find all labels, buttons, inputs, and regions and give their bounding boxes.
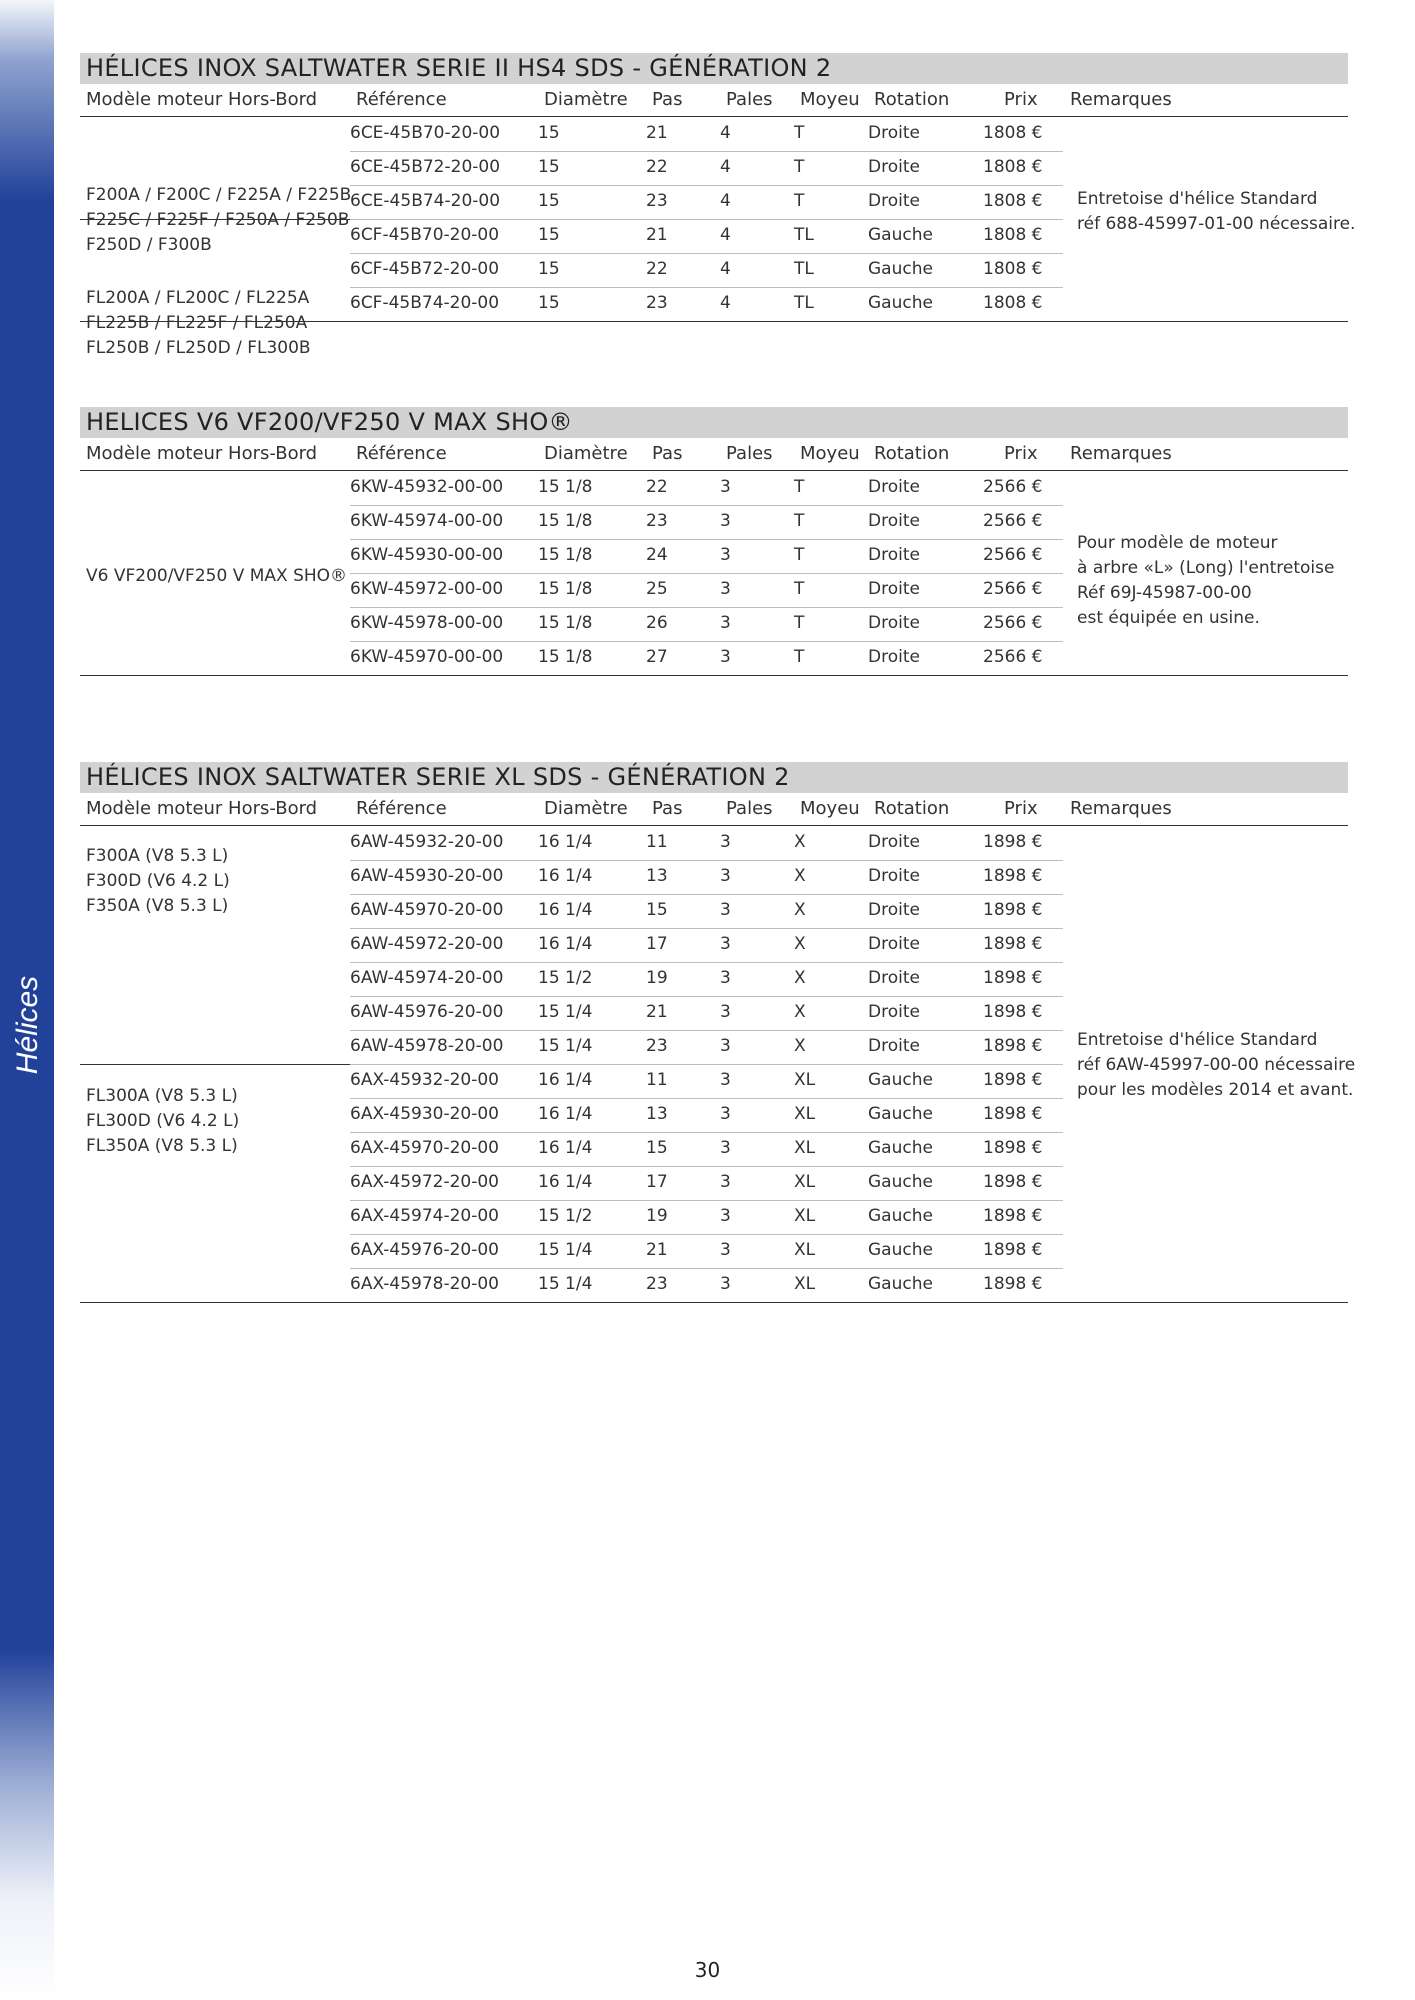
cell-pitch: 22 bbox=[646, 259, 668, 279]
cell-blades: 3 bbox=[720, 900, 731, 920]
cell-rotation: Droite bbox=[868, 191, 920, 211]
cell-blades: 3 bbox=[720, 1104, 731, 1124]
cell-blades: 4 bbox=[720, 157, 731, 177]
table-header bbox=[80, 793, 1348, 826]
hdr-model: Modèle moteur Hors-Bord bbox=[86, 443, 318, 464]
cell-rotation: Droite bbox=[868, 866, 920, 886]
hdr-remarks: Remarques bbox=[1070, 443, 1172, 464]
table-row bbox=[350, 1234, 1063, 1269]
cell-price: 2566 € bbox=[983, 613, 1043, 633]
cell-rotation: Droite bbox=[868, 968, 920, 988]
cell-hub: X bbox=[794, 1002, 806, 1022]
hdr-rotation: Rotation bbox=[874, 89, 950, 110]
engine-model-line: F200A / F200C / F225A / F225B bbox=[86, 185, 352, 205]
cell-pitch: 26 bbox=[646, 613, 668, 633]
cell-rotation: Gauche bbox=[868, 1274, 933, 1294]
cell-pitch: 11 bbox=[646, 832, 668, 852]
engine-model-group bbox=[80, 286, 350, 361]
cell-rotation: Droite bbox=[868, 545, 920, 565]
engine-model-line: F250D / F300B bbox=[86, 235, 212, 255]
cell-hub: XL bbox=[794, 1206, 816, 1226]
cell-diameter: 15 1/8 bbox=[538, 511, 593, 531]
cell-price: 2566 € bbox=[983, 579, 1043, 599]
cell-blades: 4 bbox=[720, 225, 731, 245]
cell-diameter: 16 1/4 bbox=[538, 866, 593, 886]
cell-reference: 6KW-45930-00-00 bbox=[350, 545, 504, 565]
cell-rotation: Gauche bbox=[868, 225, 933, 245]
table-row bbox=[350, 641, 1063, 675]
cell-pitch: 23 bbox=[646, 1036, 668, 1056]
table-row bbox=[350, 573, 1063, 608]
engine-model-line: V6 VF200/VF250 V MAX SHO® bbox=[86, 566, 348, 586]
cell-pitch: 19 bbox=[646, 968, 668, 988]
cell-pitch: 21 bbox=[646, 1240, 668, 1260]
section-2 bbox=[80, 407, 1348, 676]
cell-hub: XL bbox=[794, 1274, 816, 1294]
cell-price: 1898 € bbox=[983, 1070, 1043, 1090]
section-title: HÉLICES INOX SALTWATER SERIE II HS4 SDS - GÉNÉRATION 2 bbox=[80, 53, 1348, 84]
cell-pitch: 15 bbox=[646, 1138, 668, 1158]
side-tab-label: Hélices bbox=[11, 975, 44, 1075]
hdr-hub: Moyeu bbox=[800, 89, 860, 110]
cell-blades: 4 bbox=[720, 191, 731, 211]
cell-blades: 4 bbox=[720, 123, 731, 143]
remark-line: réf 6AW-45997-00-00 nécessaire bbox=[1077, 1055, 1356, 1075]
engine-model-line: F300D (V6 4.2 L) bbox=[86, 871, 230, 891]
cell-reference: 6KW-45972-00-00 bbox=[350, 579, 504, 599]
cell-rotation: Gauche bbox=[868, 1206, 933, 1226]
table-header bbox=[80, 438, 1348, 471]
cell-diameter: 15 1/4 bbox=[538, 1002, 593, 1022]
cell-pitch: 21 bbox=[646, 123, 668, 143]
cell-blades: 3 bbox=[720, 1240, 731, 1260]
cell-reference: 6CF-45B70-20-00 bbox=[350, 225, 500, 245]
hdr-model: Modèle moteur Hors-Bord bbox=[86, 798, 318, 819]
cell-diameter: 15 bbox=[538, 293, 560, 313]
table-header bbox=[80, 84, 1348, 117]
cell-rotation: Gauche bbox=[868, 259, 933, 279]
remarks bbox=[1077, 1028, 1355, 1103]
table-row bbox=[350, 607, 1063, 642]
cell-diameter: 15 bbox=[538, 157, 560, 177]
table-row bbox=[350, 1064, 1063, 1099]
cell-blades: 3 bbox=[720, 866, 731, 886]
cell-diameter: 15 1/4 bbox=[538, 1240, 593, 1260]
table-row bbox=[350, 996, 1063, 1031]
cell-reference: 6AW-45978-20-00 bbox=[350, 1036, 504, 1056]
engine-model-line: F350A (V8 5.3 L) bbox=[86, 896, 229, 916]
table-row bbox=[350, 1030, 1063, 1065]
cell-reference: 6AW-45976-20-00 bbox=[350, 1002, 504, 1022]
cell-diameter: 16 1/4 bbox=[538, 832, 593, 852]
engine-model-group bbox=[80, 1084, 350, 1159]
hdr-reference: Référence bbox=[356, 443, 447, 464]
cell-price: 1898 € bbox=[983, 1104, 1043, 1124]
cell-diameter: 15 1/8 bbox=[538, 477, 593, 497]
cell-hub: X bbox=[794, 832, 806, 852]
cell-diameter: 15 1/4 bbox=[538, 1036, 593, 1056]
cell-diameter: 15 bbox=[538, 123, 560, 143]
hdr-price: Prix bbox=[1004, 89, 1038, 110]
cell-hub: T bbox=[794, 647, 805, 667]
table-row bbox=[350, 1166, 1063, 1201]
engine-model-group bbox=[80, 564, 350, 589]
cell-hub: T bbox=[794, 579, 805, 599]
cell-rotation: Droite bbox=[868, 123, 920, 143]
cell-diameter: 15 bbox=[538, 259, 560, 279]
cell-pitch: 25 bbox=[646, 579, 668, 599]
cell-rotation: Droite bbox=[868, 832, 920, 852]
cell-pitch: 27 bbox=[646, 647, 668, 667]
cell-price: 1898 € bbox=[983, 1206, 1043, 1226]
engine-model-line: FL350A (V8 5.3 L) bbox=[86, 1136, 238, 1156]
hdr-pitch: Pas bbox=[652, 89, 683, 110]
cell-rotation: Droite bbox=[868, 1002, 920, 1022]
cell-hub: X bbox=[794, 934, 806, 954]
cell-hub: TL bbox=[794, 259, 814, 279]
table-body bbox=[80, 117, 1356, 358]
engine-model-line: FL200A / FL200C / FL225A bbox=[86, 288, 310, 308]
cell-diameter: 15 bbox=[538, 191, 560, 211]
cell-hub: X bbox=[794, 1036, 806, 1056]
page-number: 30 bbox=[694, 1958, 721, 1982]
remark-line: est équipée en usine. bbox=[1077, 608, 1260, 628]
cell-price: 1898 € bbox=[983, 832, 1043, 852]
cell-price: 1808 € bbox=[983, 225, 1043, 245]
cell-blades: 3 bbox=[720, 1036, 731, 1056]
cell-pitch: 17 bbox=[646, 1172, 668, 1192]
cell-hub: T bbox=[794, 613, 805, 633]
cell-pitch: 22 bbox=[646, 157, 668, 177]
cell-price: 2566 € bbox=[983, 545, 1043, 565]
cell-blades: 3 bbox=[720, 968, 731, 988]
cell-price: 1898 € bbox=[983, 866, 1043, 886]
cell-reference: 6AW-45974-20-00 bbox=[350, 968, 504, 988]
table-row bbox=[350, 1132, 1063, 1167]
table-body bbox=[80, 826, 1356, 1303]
cell-rotation: Droite bbox=[868, 477, 920, 497]
cell-diameter: 16 1/4 bbox=[538, 900, 593, 920]
hdr-model: Modèle moteur Hors-Bord bbox=[86, 89, 318, 110]
hdr-diameter: Diamètre bbox=[544, 798, 628, 819]
hdr-rotation: Rotation bbox=[874, 443, 950, 464]
cell-reference: 6CE-45B70-20-00 bbox=[350, 123, 501, 143]
cell-hub: T bbox=[794, 123, 805, 143]
cell-reference: 6KW-45978-00-00 bbox=[350, 613, 504, 633]
cell-rotation: Droite bbox=[868, 647, 920, 667]
remark-line: à arbre «L» (Long) l'entretoise bbox=[1077, 558, 1335, 578]
cell-pitch: 22 bbox=[646, 477, 668, 497]
cell-rotation: Gauche bbox=[868, 1104, 933, 1124]
cell-pitch: 21 bbox=[646, 1002, 668, 1022]
table-row bbox=[350, 860, 1063, 895]
cell-rotation: Gauche bbox=[868, 1070, 933, 1090]
table-row bbox=[350, 505, 1063, 540]
cell-pitch: 19 bbox=[646, 1206, 668, 1226]
cell-hub: T bbox=[794, 545, 805, 565]
cell-reference: 6AW-45972-20-00 bbox=[350, 934, 504, 954]
table-row bbox=[350, 471, 1063, 506]
cell-price: 1808 € bbox=[983, 157, 1043, 177]
cell-hub: XL bbox=[794, 1138, 816, 1158]
cell-diameter: 15 bbox=[538, 225, 560, 245]
cell-rotation: Droite bbox=[868, 511, 920, 531]
cell-pitch: 23 bbox=[646, 511, 668, 531]
cell-diameter: 16 1/4 bbox=[538, 934, 593, 954]
cell-pitch: 23 bbox=[646, 293, 668, 313]
cell-pitch: 13 bbox=[646, 866, 668, 886]
engine-model-line: FL300A (V8 5.3 L) bbox=[86, 1086, 238, 1106]
cell-blades: 3 bbox=[720, 647, 731, 667]
cell-hub: XL bbox=[794, 1240, 816, 1260]
table-row bbox=[350, 185, 1063, 220]
cell-price: 1898 € bbox=[983, 900, 1043, 920]
cell-blades: 4 bbox=[720, 259, 731, 279]
cell-price: 1898 € bbox=[983, 1002, 1043, 1022]
table-row bbox=[350, 962, 1063, 997]
cell-diameter: 15 1/8 bbox=[538, 613, 593, 633]
cell-price: 1898 € bbox=[983, 1036, 1043, 1056]
cell-reference: 6CF-45B74-20-00 bbox=[350, 293, 500, 313]
cell-diameter: 16 1/4 bbox=[538, 1104, 593, 1124]
cell-reference: 6AX-45970-20-00 bbox=[350, 1138, 499, 1158]
remark-line: Réf 69J-45987-00-00 bbox=[1077, 583, 1252, 603]
cell-hub: XL bbox=[794, 1172, 816, 1192]
cell-rotation: Droite bbox=[868, 1036, 920, 1056]
cell-reference: 6AX-45978-20-00 bbox=[350, 1274, 499, 1294]
cell-rotation: Droite bbox=[868, 934, 920, 954]
hdr-pitch: Pas bbox=[652, 443, 683, 464]
table-row bbox=[350, 1200, 1063, 1235]
cell-blades: 3 bbox=[720, 1138, 731, 1158]
cell-hub: T bbox=[794, 191, 805, 211]
cell-diameter: 15 1/8 bbox=[538, 579, 593, 599]
cell-reference: 6AX-45974-20-00 bbox=[350, 1206, 499, 1226]
cell-rotation: Droite bbox=[868, 157, 920, 177]
engine-model-line: FL250B / FL250D / FL300B bbox=[86, 338, 311, 358]
cell-hub: X bbox=[794, 900, 806, 920]
hdr-blades: Pales bbox=[726, 89, 773, 110]
hdr-remarks: Remarques bbox=[1070, 798, 1172, 819]
engine-model-group bbox=[80, 844, 350, 919]
cell-rotation: Gauche bbox=[868, 293, 933, 313]
hdr-price: Prix bbox=[1004, 443, 1038, 464]
cell-blades: 3 bbox=[720, 545, 731, 565]
cell-price: 2566 € bbox=[983, 511, 1043, 531]
cell-diameter: 15 1/2 bbox=[538, 968, 593, 988]
hdr-hub: Moyeu bbox=[800, 443, 860, 464]
remark-line: Entretoise d'hélice Standard bbox=[1077, 189, 1318, 209]
remarks bbox=[1077, 531, 1334, 631]
cell-rotation: Droite bbox=[868, 613, 920, 633]
table-row bbox=[350, 117, 1063, 152]
cell-hub: T bbox=[794, 511, 805, 531]
cell-price: 1898 € bbox=[983, 1172, 1043, 1192]
cell-rotation: Gauche bbox=[868, 1172, 933, 1192]
cell-rotation: Droite bbox=[868, 579, 920, 599]
cell-reference: 6KW-45974-00-00 bbox=[350, 511, 504, 531]
remarks bbox=[1077, 187, 1355, 237]
cell-price: 1898 € bbox=[983, 934, 1043, 954]
cell-blades: 3 bbox=[720, 1206, 731, 1226]
engine-model-line: F300A (V8 5.3 L) bbox=[86, 846, 229, 866]
cell-reference: 6AW-45930-20-00 bbox=[350, 866, 504, 886]
cell-blades: 3 bbox=[720, 934, 731, 954]
cell-blades: 3 bbox=[720, 477, 731, 497]
table-row bbox=[350, 253, 1063, 288]
cell-price: 1898 € bbox=[983, 1240, 1043, 1260]
cell-reference: 6AW-45932-20-00 bbox=[350, 832, 504, 852]
remark-line: pour les modèles 2014 et avant. bbox=[1077, 1080, 1354, 1100]
cell-reference: 6KW-45970-00-00 bbox=[350, 647, 504, 667]
hdr-blades: Pales bbox=[726, 443, 773, 464]
cell-reference: 6KW-45932-00-00 bbox=[350, 477, 504, 497]
hdr-reference: Référence bbox=[356, 798, 447, 819]
cell-reference: 6CE-45B72-20-00 bbox=[350, 157, 501, 177]
hdr-pitch: Pas bbox=[652, 798, 683, 819]
hdr-reference: Référence bbox=[356, 89, 447, 110]
cell-blades: 4 bbox=[720, 293, 731, 313]
cell-diameter: 15 1/2 bbox=[538, 1206, 593, 1226]
cell-rotation: Gauche bbox=[868, 1138, 933, 1158]
side-bar bbox=[0, 0, 54, 2000]
table-row bbox=[350, 1098, 1063, 1133]
group-divider bbox=[80, 219, 350, 220]
section-title: HÉLICES INOX SALTWATER SERIE XL SDS - GÉNÉRATION 2 bbox=[80, 762, 1348, 793]
cell-pitch: 23 bbox=[646, 1274, 668, 1294]
engine-model-line: FL300D (V6 4.2 L) bbox=[86, 1111, 240, 1131]
cell-rotation: Gauche bbox=[868, 1240, 933, 1260]
cell-pitch: 24 bbox=[646, 545, 668, 565]
table-row bbox=[350, 539, 1063, 574]
engine-model-group bbox=[80, 183, 350, 258]
hdr-diameter: Diamètre bbox=[544, 89, 628, 110]
section-1 bbox=[80, 53, 1356, 358]
cell-price: 1808 € bbox=[983, 259, 1043, 279]
cell-pitch: 11 bbox=[646, 1070, 668, 1090]
cell-reference: 6AX-45976-20-00 bbox=[350, 1240, 499, 1260]
cell-reference: 6CF-45B72-20-00 bbox=[350, 259, 500, 279]
cell-price: 2566 € bbox=[983, 477, 1043, 497]
hdr-hub: Moyeu bbox=[800, 798, 860, 819]
table-row bbox=[350, 151, 1063, 186]
cell-diameter: 16 1/4 bbox=[538, 1138, 593, 1158]
engine-model-line: F225C / F225F / F250A / F250B bbox=[86, 210, 350, 230]
cell-reference: 6AX-45932-20-00 bbox=[350, 1070, 499, 1090]
cell-diameter: 15 1/4 bbox=[538, 1274, 593, 1294]
engine-model-line: FL225B / FL225F / FL250A bbox=[86, 313, 308, 333]
cell-hub: T bbox=[794, 477, 805, 497]
cell-diameter: 15 1/8 bbox=[538, 647, 593, 667]
hdr-remarks: Remarques bbox=[1070, 89, 1172, 110]
cell-price: 1808 € bbox=[983, 123, 1043, 143]
cell-price: 2566 € bbox=[983, 647, 1043, 667]
cell-reference: 6AW-45970-20-00 bbox=[350, 900, 504, 920]
cell-hub: XL bbox=[794, 1104, 816, 1124]
cell-price: 1898 € bbox=[983, 1138, 1043, 1158]
table-row bbox=[350, 894, 1063, 929]
section-3 bbox=[80, 762, 1356, 1303]
cell-blades: 3 bbox=[720, 511, 731, 531]
cell-blades: 3 bbox=[720, 579, 731, 599]
cell-hub: T bbox=[794, 157, 805, 177]
cell-blades: 3 bbox=[720, 1070, 731, 1090]
table-row bbox=[350, 826, 1063, 861]
cell-price: 1898 € bbox=[983, 1274, 1043, 1294]
hdr-rotation: Rotation bbox=[874, 798, 950, 819]
cell-price: 1808 € bbox=[983, 191, 1043, 211]
cell-diameter: 16 1/4 bbox=[538, 1070, 593, 1090]
cell-price: 1898 € bbox=[983, 968, 1043, 988]
table-row bbox=[350, 219, 1063, 254]
section-title: HELICES V6 VF200/VF250 V MAX SHO® bbox=[80, 407, 1348, 438]
cell-hub: XL bbox=[794, 1070, 816, 1090]
cell-blades: 3 bbox=[720, 1274, 731, 1294]
cell-price: 1808 € bbox=[983, 293, 1043, 313]
cell-pitch: 21 bbox=[646, 225, 668, 245]
cell-blades: 3 bbox=[720, 832, 731, 852]
cell-pitch: 15 bbox=[646, 900, 668, 920]
cell-reference: 6AX-45972-20-00 bbox=[350, 1172, 499, 1192]
cell-blades: 3 bbox=[720, 1172, 731, 1192]
remark-line: réf 688-45997-01-00 nécessaire. bbox=[1077, 214, 1356, 234]
cell-diameter: 16 1/4 bbox=[538, 1172, 593, 1192]
table-row bbox=[350, 928, 1063, 963]
cell-reference: 6AX-45930-20-00 bbox=[350, 1104, 499, 1124]
group-divider bbox=[80, 1064, 350, 1065]
cell-rotation: Droite bbox=[868, 900, 920, 920]
table-body bbox=[80, 471, 1348, 676]
remark-line: Entretoise d'hélice Standard bbox=[1077, 1030, 1318, 1050]
table-row bbox=[350, 1268, 1063, 1302]
cell-hub: X bbox=[794, 968, 806, 988]
cell-hub: X bbox=[794, 866, 806, 886]
cell-pitch: 13 bbox=[646, 1104, 668, 1124]
table-row bbox=[350, 287, 1063, 321]
remark-line: Pour modèle de moteur bbox=[1077, 533, 1278, 553]
hdr-blades: Pales bbox=[726, 798, 773, 819]
cell-hub: TL bbox=[794, 293, 814, 313]
cell-diameter: 15 1/8 bbox=[538, 545, 593, 565]
cell-pitch: 17 bbox=[646, 934, 668, 954]
hdr-diameter: Diamètre bbox=[544, 443, 628, 464]
cell-pitch: 23 bbox=[646, 191, 668, 211]
cell-blades: 3 bbox=[720, 613, 731, 633]
hdr-price: Prix bbox=[1004, 798, 1038, 819]
cell-reference: 6CE-45B74-20-00 bbox=[350, 191, 501, 211]
cell-hub: TL bbox=[794, 225, 814, 245]
cell-blades: 3 bbox=[720, 1002, 731, 1022]
